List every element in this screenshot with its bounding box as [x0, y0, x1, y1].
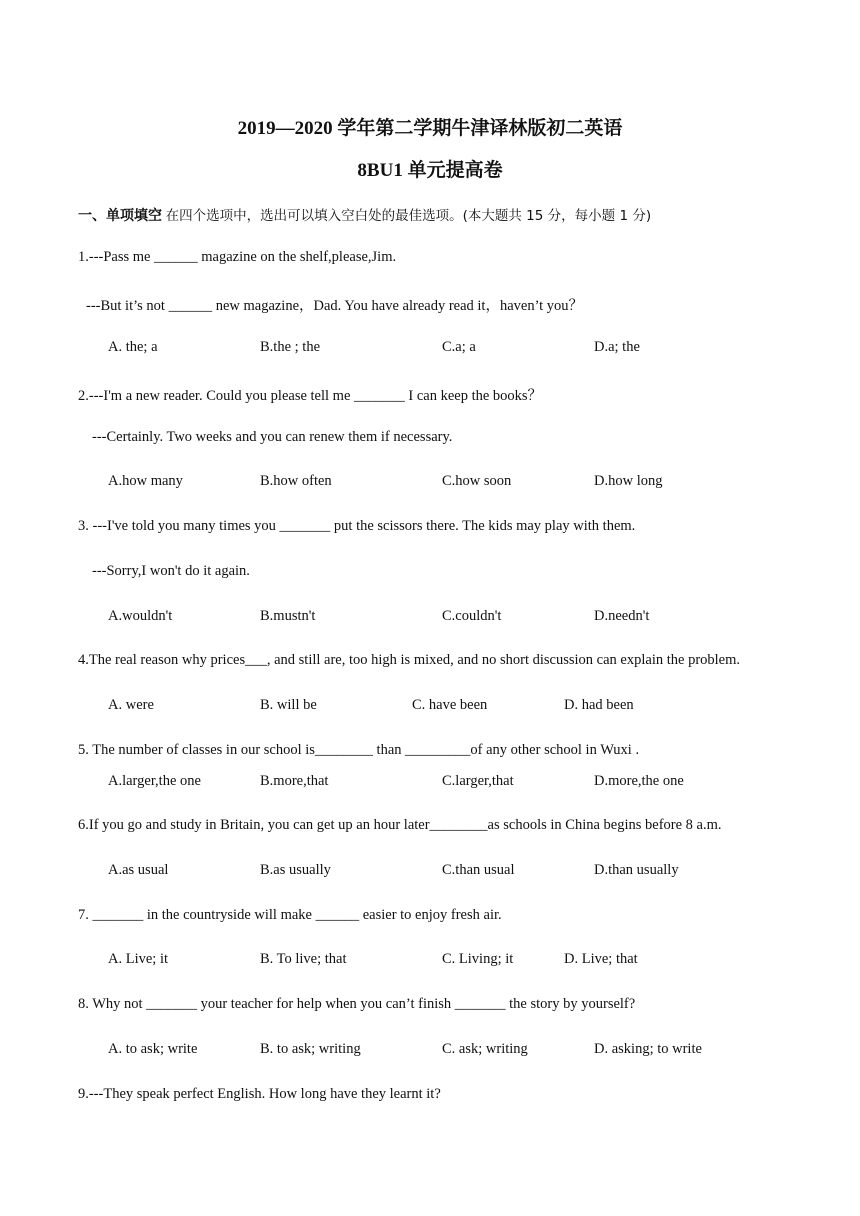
question-3-option-d: D.needn't: [594, 608, 650, 624]
question-4-option-d: D. had been: [564, 697, 634, 713]
question-3-option-a: A.wouldn't: [108, 608, 173, 624]
question-1-option-d: D.a; the: [594, 339, 640, 355]
question-3-reply: ---Sorry,I won't do it again.: [92, 563, 250, 579]
question-5-stem: 5. The number of classes in our school is________ than _________of any other school in Wuxi .: [78, 742, 640, 758]
question-5-option-d: D.more,the one: [594, 773, 684, 789]
question-8-option-a: A. to ask; write: [108, 1041, 198, 1057]
section-instruction: 在四个选项中，选出可以填入空白处的最佳选项。(本大题共 15 分，每小题 1 分): [165, 208, 652, 224]
question-6-option-a: A.as usual: [108, 862, 169, 878]
question-3-stem: 3. ---I've told you many times you _______ put the scissors there. The kids may play with them.: [78, 518, 636, 534]
question-7-option-a: A. Live; it: [108, 951, 169, 967]
question-6-option-b: B.as usually: [260, 862, 331, 878]
question-4-stem: 4.The real reason why prices___, and still are, too high is mixed, and no short discussion can explain the problem.: [78, 652, 741, 668]
question-2-reply: ---Certainly. Two weeks and you can renew them if necessary.: [92, 429, 453, 445]
question-9-stem: 9.---They speak perfect English. How long have they learnt it?: [78, 1086, 441, 1102]
question-4-option-a: A. were: [108, 697, 154, 713]
question-8-option-c: C. ask; writing: [442, 1041, 528, 1057]
question-7-option-c: C. Living; it: [442, 951, 514, 967]
question-1-reply: ---But it’s not ______ new magazine，Dad. You have already read it，haven’t you？: [86, 298, 584, 314]
question-8-option-d: D. asking; to write: [594, 1041, 702, 1057]
question-3-option-b: B.mustn't: [260, 608, 316, 624]
question-7-option-b: B. To live; that: [260, 951, 347, 967]
document-subtitle: 8BU1 单元提高卷: [357, 160, 503, 181]
question-6-option-d: D.than usually: [594, 862, 679, 878]
section-heading: [78, 204, 651, 225]
question-7-stem: 7. _______ in the countryside will make ______ easier to enjoy fresh air.: [78, 907, 502, 923]
question-2-option-c: C.how soon: [442, 473, 512, 489]
question-1-option-b: B.the ; the: [260, 339, 321, 355]
question-5-option-b: B.more,that: [260, 773, 329, 789]
section-label: 一、单项填空: [78, 208, 162, 224]
question-2-option-d: D.how long: [594, 473, 663, 489]
question-6-option-c: C.than usual: [442, 862, 515, 878]
question-7-option-d: D. Live; that: [564, 951, 638, 967]
question-1-option-c: C.a; a: [442, 339, 476, 355]
document-title: 2019—2020 学年第二学期牛津译林版初二英语: [237, 118, 623, 139]
question-2-stem: 2.---I'm a new reader. Could you please tell me _______ I can keep the books？: [78, 388, 543, 404]
question-8-stem: 8. Why not _______ your teacher for help when you can’t finish _______ the story by yourself?: [78, 996, 636, 1012]
question-1-stem: 1.---Pass me ______ magazine on the shelf,please,Jim.: [78, 249, 397, 265]
question-4-option-c: C. have been: [412, 697, 488, 713]
question-1-option-a: A. the; a: [108, 339, 158, 355]
question-4-option-b: B. will be: [260, 697, 317, 713]
question-5-option-c: C.larger,that: [442, 773, 514, 789]
question-3-option-c: C.couldn't: [442, 608, 502, 624]
question-6-stem: 6.If you go and study in Britain, you can get up an hour later________as schools in China begins before 8 a.m.: [78, 817, 722, 833]
question-5-option-a: A.larger,the one: [108, 773, 201, 789]
question-8-option-b: B. to ask; writing: [260, 1041, 361, 1057]
question-2-option-a: A.how many: [108, 473, 183, 489]
question-2-option-b: B.how often: [260, 473, 332, 489]
